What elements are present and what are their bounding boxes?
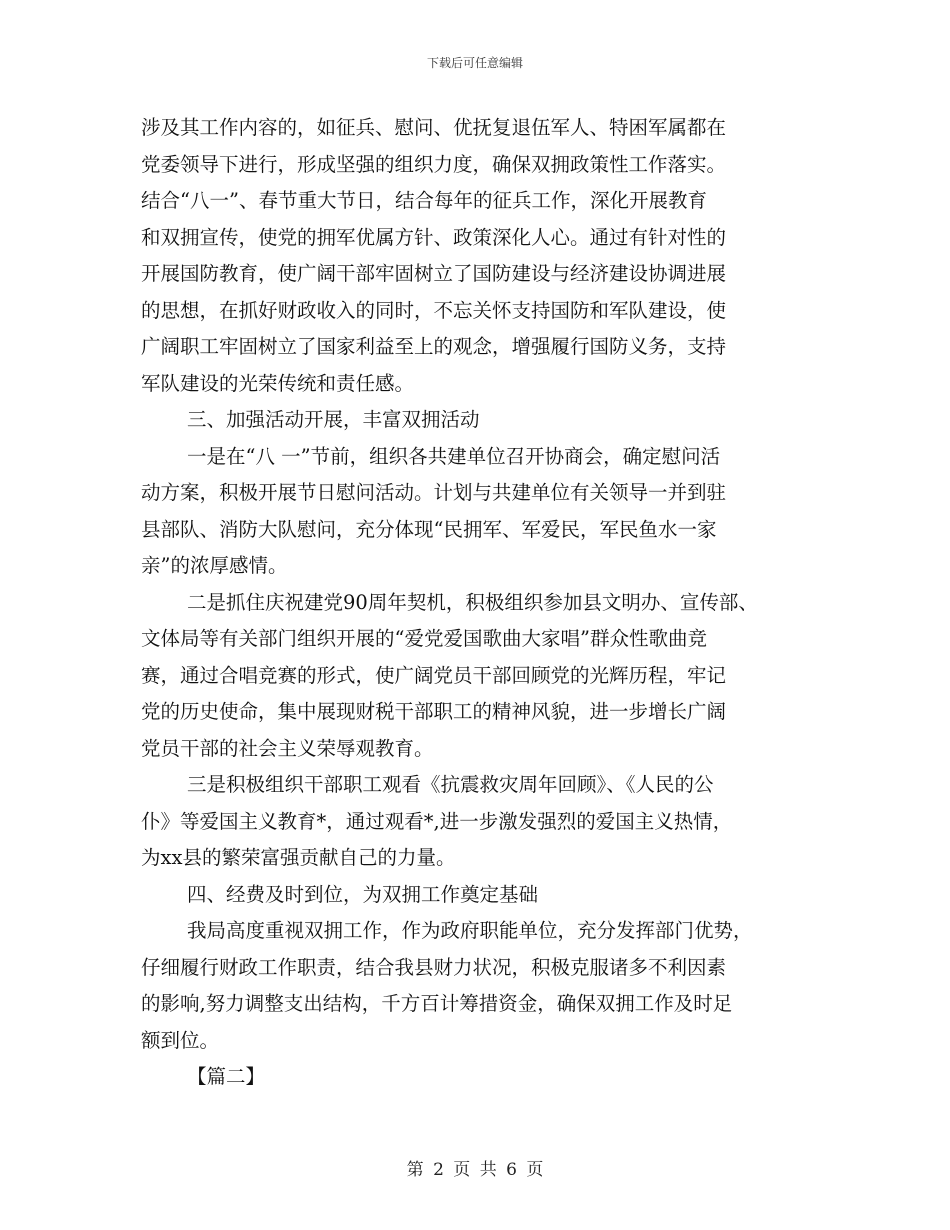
page-number-total: 6 bbox=[506, 1160, 517, 1180]
text-line: 仆》等爱国主义教育*，通过观看*,进一步激发强烈的爱国主义热情， bbox=[141, 809, 733, 833]
text-line: 文体局等有关部门组织开展的“爱党爱国歌曲大家唱”群众性歌曲竞 bbox=[141, 627, 707, 650]
page-footer bbox=[0, 1155, 950, 1180]
text-line: 额到位。 bbox=[141, 1028, 220, 1052]
page-header: 下载后可任意编辑 bbox=[426, 56, 523, 70]
text-line: 党的历史使命，集中展现财税干部职工的精神风貌，进一步增长广阔 bbox=[141, 700, 727, 723]
text-line: 开展国防教育，使广阔干部牢固树立了国防建设与经济建设协调进展 bbox=[141, 262, 727, 285]
text-line: 军队建设的光荣传统和责任感。 bbox=[141, 371, 415, 395]
text-line: 党委领导下进行，形成坚强的组织力度，确保双拥政策性工作落实。 bbox=[141, 152, 727, 176]
text-line: 党员干部的社会主义荣辱观教育。 bbox=[141, 736, 434, 760]
page-label-pre: 第 bbox=[406, 1160, 424, 1180]
document-body bbox=[141, 110, 813, 1096]
text-line: 的思想，在抓好财政收入的同时，不忘关怀支持国防和军队建设，使 bbox=[141, 298, 727, 322]
text-line: 县部队、消防大队慰问，充分体现“民拥军、军爱民，军民鱼水一家 bbox=[141, 517, 717, 541]
text-line: 的影响,努力调整支出结构，千方百计筹措资金，确保双拥工作及时足 bbox=[141, 992, 733, 1015]
text-line: 我局高度重视双拥工作，作为政府职能单位，充分发挥部门优势， bbox=[187, 919, 753, 942]
page-total-pre: 共 bbox=[479, 1160, 497, 1180]
text-line: 【篇二】 bbox=[187, 1065, 266, 1088]
text-line: 一是在“八 一”节前，组织各共建单位召开协商会，确定慰问活 bbox=[187, 444, 721, 468]
text-line: 三、加强活动开展，丰富双拥活动 bbox=[187, 408, 480, 431]
text-line: 广阔职工牢固树立了国家利益至上的观念，增强履行国防义务，支持 bbox=[141, 335, 727, 358]
text-line: 赛，通过合唱竞赛的形式，使广阔党员干部回顾党的光辉历程，牢记 bbox=[141, 663, 727, 687]
text-line: 二是抓住庆祝建党90周年契机，积极组织参加县文明办、宣传部、 bbox=[187, 590, 758, 614]
page-number-current: 2 bbox=[433, 1160, 444, 1180]
text-line: 和双拥宣传，使党的拥军优属方针、政策深化人心。通过有针对性的 bbox=[141, 225, 727, 249]
text-line: 结合“八一”、春节重大节日，结合每年的征兵工作，深化开展教育 bbox=[141, 189, 707, 212]
text-line: 动方案，积极开展节日慰问活动。计划与共建单位有关领导一并到驻 bbox=[141, 481, 727, 504]
text-line: 四、经费及时到位，为双拥工作奠定基础 bbox=[187, 882, 539, 906]
text-line: 仔细履行财政工作职责，结合我县财力状况，积极克服诸多不利因素 bbox=[141, 955, 727, 979]
text-line: 亲”的浓厚感情。 bbox=[141, 554, 288, 577]
text-line: 涉及其工作内容的，如征兵、慰问、优抚复退伍军人、特困军属都在 bbox=[141, 116, 727, 139]
text-line: 三是积极组织干部职工观看《抗震救灾周年回顾》、《人民的公 bbox=[187, 773, 714, 796]
text-line: 为xx县的繁荣富强贡献自己的力量。 bbox=[141, 846, 456, 869]
page-label-post: 页 bbox=[526, 1160, 544, 1180]
page-label-mid: 页 bbox=[453, 1160, 471, 1180]
